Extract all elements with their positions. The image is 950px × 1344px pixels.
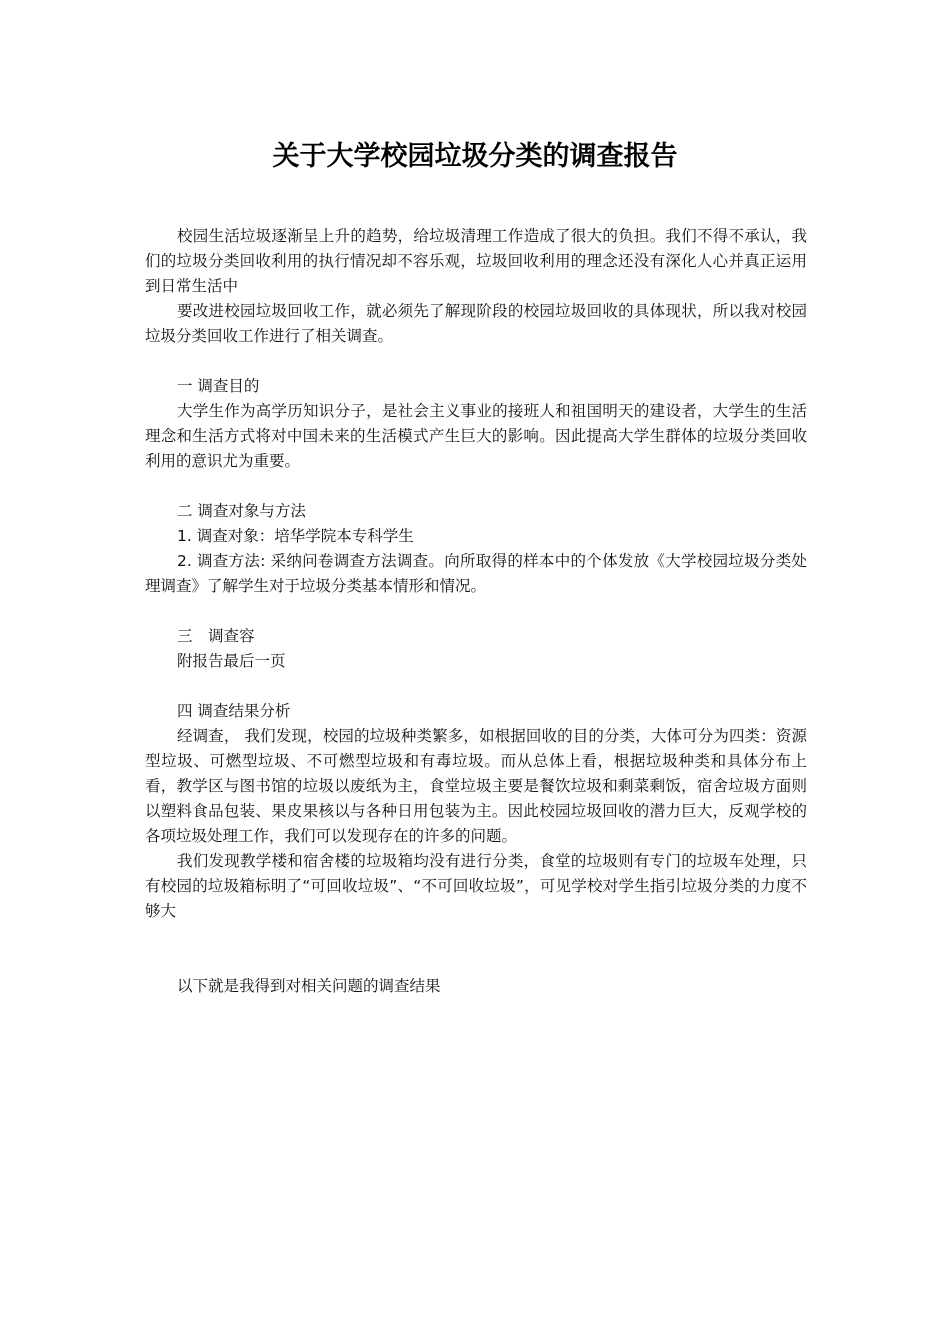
intro-paragraph-1: 校园生活垃圾逐渐呈上升的趋势，给垃圾清理工作造成了很大的负担。我们不得不承认，我们的垃圾分类回收利用的执行情况却不容乐观，垃圾回收利用的理念还没有深化人心并真正运用到日常生活中 [145,227,807,295]
spacer [145,474,807,499]
intro-paragraph-2: 要改进校园垃圾回收工作，就必须先了解现阶段的校园垃圾回收的具体现状，所以我对校园垃圾分类回收工作进行了相关调查。 [145,302,807,345]
closing-line: 以下就是我得到对相关问题的调查结果 [177,977,441,995]
section-2-item-2: 2. 调查方法: 采纳问卷调查方法调查。向所取得的样本中的个体发放《大学校园垃圾分类处理调查》了解学生对于垃圾分类基本情形和情况。 [145,552,807,595]
section-3-heading: 三 调查容 [177,627,255,645]
section-3-text: 附报告最后一页 [177,652,286,670]
spacer [145,674,807,699]
section-4-paragraph-1: 经调查， 我们发现，校园的垃圾种类繁多，如根据回收的目的分类，大体可分为四类：资源型垃圾、可燃型垃圾、不可燃型垃圾和有毒垃圾。而从总体上看，根据垃圾种类和具体分布上看，教学区与图书馆的垃圾以废纸为主，食堂垃圾主要是餐饮垃圾和剩菜剩饭，宿舍垃圾方面则以塑料食品包装、果皮果核以与各种日用包装为主。因此校园垃圾回收的潜力巨大，反观学校的各项垃圾处理工作，我们可以发现存在的许多的问题。 [145,727,807,845]
spacer [145,599,807,624]
section-4-paragraph-2: 我们发现教学楼和宿舍楼的垃圾箱均没有进行分类，食堂的垃圾则有专门的垃圾车处理，只有校园的垃圾箱标明了“可回收垃圾”、“不可回收垃圾”，可见学校对学生指引垃圾分类的力度不够大 [145,852,807,920]
section-1-heading: 一 调查目的 [177,377,260,395]
section-2-heading: 二 调查对象与方法 [177,502,306,520]
spacer [145,924,807,974]
page-title: 关于大学校园垃圾分类的调查报告 [272,141,678,172]
spacer [145,349,807,374]
document-body [145,224,807,999]
section-1-text: 大学生作为高学历知识分子，是社会主义事业的接班人和祖国明天的建设者，大学生的生活理念和生活方式将对中国未来的生活模式产生巨大的影响。因此提高大学生群体的垃圾分类回收利用的意识尤为重要。 [145,402,807,470]
section-2-item-1: 1. 调查对象：培华学院本专科学生 [177,527,414,545]
section-4-heading: 四 调查结果分析 [177,702,291,720]
